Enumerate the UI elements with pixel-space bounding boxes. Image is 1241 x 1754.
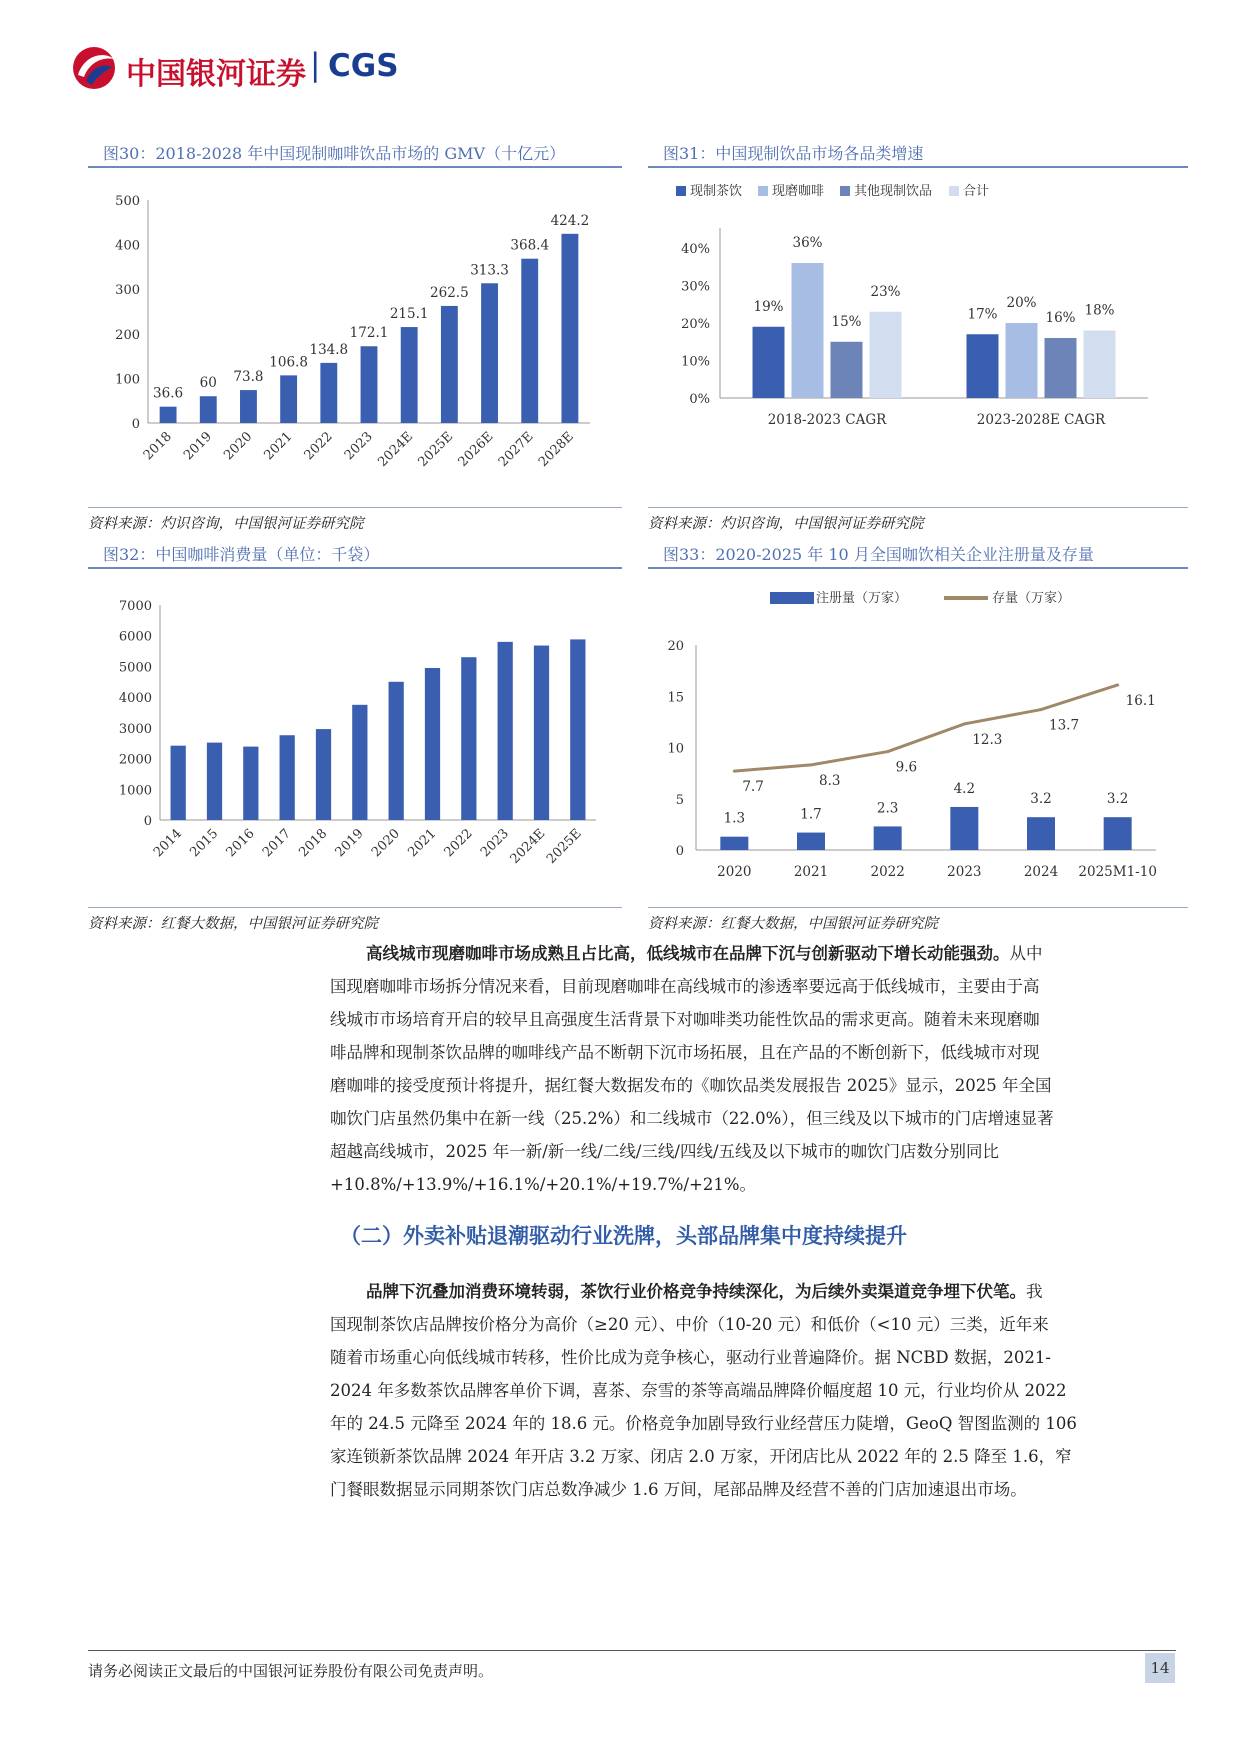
- fig31-bar: [753, 327, 785, 398]
- fig31-data-label: 36%: [792, 235, 823, 251]
- fig33-bar-label: 2.3: [876, 800, 899, 817]
- fig33-line-point: [1040, 708, 1043, 711]
- fig33-bar-label: 3.2: [1106, 791, 1129, 808]
- fig32-bar: [425, 668, 440, 820]
- para1-bold-lead: 高线城市现磨咖啡市场成熟且占比高，低线城市在品牌下沉与创新驱动下增长动能强劲。: [366, 944, 1010, 963]
- logo-separator: |: [310, 47, 321, 83]
- fig31-legend-swatch: [758, 186, 768, 196]
- footer-disclaimer: 请务必阅读正文最后的中国银河证券股份有限公司免责声明。: [88, 1662, 494, 1680]
- fig32-x-tick: 2014: [150, 826, 185, 861]
- fig33-line-label: 13.7: [1049, 717, 1080, 734]
- fig33-bar: [1027, 817, 1055, 850]
- fig30-bar: [320, 363, 337, 423]
- fig32-bar: [389, 682, 404, 820]
- para2-line: 2024 年多数茶饮品牌客单价下调，喜茶、奈雪的茶等高端品牌降价幅度超 10 元，行业均价从 2022: [330, 1381, 1067, 1400]
- fig32-bar: [570, 639, 585, 820]
- fig31-legend-label: 其他现制饮品: [854, 184, 933, 199]
- section-heading-2: （二）外卖补贴退潮驱动行业洗牌，头部品牌集中度持续提升: [340, 1223, 907, 1248]
- fig33-bar: [874, 826, 902, 850]
- para2-bold-lead: 品牌下沉叠加消费环境转弱，茶饮行业价格竞争持续深化，为后续外卖渠道竞争埋下伏笔。: [366, 1282, 1026, 1301]
- fig33-bar: [1104, 817, 1132, 850]
- fig33-line-point: [810, 763, 813, 766]
- fig31-data-label: 15%: [831, 313, 862, 330]
- fig33-x-tick: 2021: [793, 864, 829, 880]
- fig30-y-tick: 200: [115, 327, 140, 343]
- fig31-chart: [648, 170, 1188, 500]
- fig31-y-tick: 20%: [681, 317, 710, 332]
- fig33-bar: [950, 807, 978, 850]
- fig31-data-label: 19%: [753, 298, 784, 315]
- fig32-bar: [207, 743, 222, 820]
- fig32-y-tick: 4000: [118, 691, 152, 707]
- fig32-bar: [280, 735, 295, 820]
- fig30-bar: [521, 259, 538, 423]
- fig31-title: 图31：中国现制饮品市场各品类增速: [663, 144, 924, 163]
- fig33-bar-label: 3.2: [1030, 791, 1052, 808]
- fig33-bar-label: 1.7: [800, 806, 822, 823]
- fig32-y-tick: 0: [143, 814, 152, 829]
- logo-en-text: CGS: [328, 48, 399, 84]
- fig31-data-label: 16%: [1045, 310, 1076, 326]
- fig31-y-tick: 0%: [689, 392, 710, 407]
- fig33-source: 资料来源：红餐大数据，中国银河证券研究院: [648, 916, 938, 932]
- fig32-x-tick: 2021: [405, 826, 440, 861]
- fig30-x-tick: 2025E: [415, 429, 457, 470]
- paragraph-lower-tier-coffee: [330, 937, 1172, 1201]
- fig31-bar: [1006, 323, 1038, 398]
- fig30-data-label: 172.1: [349, 325, 389, 342]
- fig32-x-tick: 2024E: [507, 826, 549, 867]
- fig33-y-tick: 5: [675, 792, 684, 808]
- fig30-y-tick: 0: [131, 417, 140, 432]
- para1-line: 啡品牌和现制茶饮品牌的咖啡线产品不断朝下沉市场拓展，且在产品的不断创新下，低线城市对现: [330, 1043, 1040, 1062]
- fig33-source-rule: [648, 907, 1188, 908]
- fig33-x-tick: 2023: [947, 864, 982, 880]
- fig30-data-label: 313.3: [470, 262, 509, 279]
- fig30-x-tick: 2024E: [375, 429, 417, 470]
- fig30-bar: [441, 306, 458, 423]
- fig32-source-rule: [88, 907, 622, 908]
- fig30-y-tick: 500: [115, 194, 140, 209]
- paragraph-price-competition: [330, 1275, 1172, 1506]
- fig32-y-tick: 1000: [118, 783, 152, 799]
- fig33-line-point: [963, 722, 966, 725]
- fig30-x-tick: 2021: [261, 429, 296, 464]
- para1-line: 咖饮门店虽然仍集中在新一线（25.2%）和二线城市（22.0%），但三线及以下城市的门店增速显著: [330, 1109, 1054, 1128]
- fig31-legend-swatch: [676, 186, 686, 196]
- fig30-bar: [280, 375, 297, 423]
- fig33-legend-label: 注册量（万家）: [816, 591, 908, 606]
- fig31-data-label: 20%: [1006, 295, 1037, 311]
- fig33-y-tick: 20: [667, 639, 684, 654]
- fig31-legend-label: 合计: [963, 184, 990, 199]
- fig30-data-label: 134.8: [309, 341, 349, 358]
- fig32-bar: [352, 705, 367, 820]
- fig32-x-tick: 2020: [368, 826, 403, 861]
- fig30-chart: [88, 170, 622, 500]
- fig31-y-tick: 10%: [681, 354, 710, 370]
- fig31-bar: [831, 342, 863, 398]
- fig31-x-tick: 2023-2028E CAGR: [976, 412, 1106, 428]
- fig31-data-label: 23%: [870, 283, 901, 300]
- fig33-title-rule: [648, 567, 1188, 569]
- footer-rule: [88, 1650, 1176, 1651]
- fig30-bar: [561, 234, 578, 423]
- logo-cn-text: 中国银河证券: [126, 57, 306, 92]
- fig30-x-tick: 2027E: [495, 429, 537, 470]
- fig30-y-tick: 100: [115, 372, 140, 388]
- para1-line: 线城市市场培育开启的较早且高强度生活背景下对咖啡类功能性饮品的需求更高。随着未来现磨咖: [330, 1010, 1040, 1029]
- fig31-data-label: 17%: [967, 306, 998, 323]
- fig30-x-tick: 2028E: [536, 429, 577, 470]
- fig30-data-label: 368.4: [510, 237, 550, 254]
- fig33-line-label: 9.6: [895, 759, 918, 776]
- para1-line: 磨咖啡的接受度预计将提升，据红餐大数据发布的《咖饮品类发展报告 2025》显示，2025 年全国: [330, 1076, 1052, 1095]
- fig30-data-label: 36.6: [153, 385, 184, 402]
- fig33-bar-label: 4.2: [953, 780, 976, 797]
- fig32-x-tick: 2023: [477, 826, 512, 861]
- fig32-title: 图32：中国咖啡消费量（单位：千袋）: [103, 545, 380, 564]
- fig30-bar: [481, 283, 498, 423]
- fig31-legend-swatch: [840, 186, 850, 196]
- fig30-title-rule: [88, 166, 622, 168]
- fig32-x-tick: 2022: [441, 826, 476, 861]
- fig33-x-tick: 2024: [1023, 864, 1059, 880]
- fig30-data-label: 106.8: [269, 354, 308, 371]
- fig32-x-tick: 2019: [332, 826, 367, 861]
- fig30-x-tick: 2022: [301, 429, 336, 464]
- fig32-y-tick: 6000: [118, 629, 152, 645]
- fig33-line-label: 7.7: [742, 779, 764, 796]
- fig32-source: 资料来源：红餐大数据，中国银河证券研究院: [88, 916, 378, 932]
- fig32-y-tick: 5000: [118, 660, 152, 676]
- fig33-line-label: 12.3: [972, 731, 1003, 748]
- fig32-y-tick: 3000: [118, 721, 152, 737]
- para1-line: 国现磨咖啡市场拆分情况来看，目前现磨咖啡在高线城市的渗透率要远高于低线城市，主要由于高: [330, 977, 1040, 996]
- fig30-data-label: 73.8: [233, 369, 264, 386]
- fig30-source-rule: [88, 507, 622, 508]
- fig32-bar: [534, 646, 549, 820]
- fig32-bar: [498, 642, 513, 820]
- fig31-y-tick: 30%: [681, 279, 710, 295]
- fig30-bar: [401, 327, 418, 423]
- para2-line: 随着市场重心向低线城市转移，性价比成为竞争核心，驱动行业普遍降价。据 NCBD 数据，2021-: [330, 1348, 1051, 1367]
- fig32-bar: [316, 729, 331, 820]
- fig30-x-tick: 2020: [221, 429, 256, 464]
- fig33-legend-label: 存量（万家）: [992, 591, 1071, 606]
- fig30-data-label: 262.5: [430, 284, 469, 301]
- fig32-x-tick: 2018: [296, 826, 331, 861]
- fig33-line-point: [733, 770, 736, 773]
- fig32-x-tick: 2025E: [543, 826, 585, 867]
- cgs-logo-icon: [70, 45, 118, 91]
- fig32-bar: [461, 657, 476, 820]
- fig33-y-tick: 15: [667, 690, 684, 706]
- fig31-bar: [870, 312, 902, 398]
- fig31-title-rule: [648, 166, 1188, 168]
- fig31-legend-label: 现制茶饮: [690, 184, 743, 199]
- fig30-source: 资料来源：灼识咨询，中国银河证券研究院: [88, 516, 364, 532]
- fig32-bar: [243, 747, 258, 820]
- fig32-x-tick: 2017: [259, 826, 294, 861]
- fig33-bar: [720, 837, 748, 850]
- fig33-x-tick: 2025M1-10: [1078, 864, 1157, 880]
- fig30-y-tick: 300: [115, 283, 140, 299]
- fig33-y-tick: 0: [675, 844, 684, 859]
- fig33-x-tick: 2022: [870, 864, 905, 880]
- fig32-x-tick: 2015: [187, 826, 222, 861]
- fig32-title-rule: [88, 567, 622, 569]
- fig30-data-label: 60: [199, 375, 217, 392]
- fig31-legend-swatch: [949, 186, 959, 196]
- fig31-source: 资料来源：灼识咨询，中国银河证券研究院: [648, 516, 924, 532]
- para2-line: 家连锁新茶饮品牌 2024 年开店 3.2 万家、闭店 2.0 万家，开闭店比从 2022 年的 2.5 降至 1.6，窄: [330, 1447, 1072, 1466]
- fig30-data-label: 424.2: [550, 212, 590, 229]
- fig33-x-tick: 2020: [717, 864, 752, 880]
- fig32-y-tick: 2000: [118, 752, 152, 768]
- fig30-data-label: 215.1: [389, 306, 429, 323]
- fig31-bar: [967, 334, 999, 398]
- fig33-bar: [797, 833, 825, 850]
- fig33-line-point: [886, 750, 889, 753]
- fig31-bar: [1045, 338, 1077, 398]
- fig31-data-label: 18%: [1084, 302, 1115, 319]
- fig30-x-tick: 2019: [181, 429, 216, 464]
- para1-line: 超越高线城市，2025 年一新/新一线/二线/三线/四线/五线及以下城市的咖饮门店数分别同比: [330, 1142, 1000, 1161]
- fig31-bar: [1084, 331, 1116, 399]
- fig30-bar: [200, 396, 217, 423]
- para2-line: 门餐眼数据显示同期茶饮门店总数净减少 1.6 万间，尾部品牌及经营不善的门店加速退出市场。: [330, 1480, 1027, 1499]
- para2-line: 年的 24.5 元降至 2024 年的 18.6 元。价格竞争加剧导致行业经营压力陡增，GeoQ 智图监测的 106: [330, 1414, 1077, 1433]
- fig33-chart: [648, 571, 1188, 901]
- fig30-bar: [240, 390, 257, 423]
- para2-line-1: 品牌下沉叠加消费环境转弱，茶饮行业价格竞争持续深化，为后续外卖渠道竞争埋下伏笔。我: [366, 1282, 1043, 1301]
- fig32-y-tick: 7000: [118, 599, 152, 614]
- header-logo: [70, 45, 410, 91]
- fig31-x-tick: 2018-2023 CAGR: [767, 412, 887, 428]
- fig33-y-tick: 10: [667, 741, 684, 757]
- fig30-x-tick: 2018: [140, 429, 175, 464]
- fig30-y-tick: 400: [115, 238, 140, 254]
- fig32-x-tick: 2016: [223, 826, 258, 861]
- fig31-legend-label: 现磨咖啡: [772, 184, 825, 199]
- fig30-title: 图30：2018-2028 年中国现制咖啡饮品市场的 GMV（十亿元）: [103, 144, 566, 163]
- fig33-bar-label: 1.3: [723, 810, 746, 827]
- fig31-bar: [792, 263, 824, 398]
- fig30-bar: [361, 346, 378, 423]
- fig33-line-label: 16.1: [1125, 692, 1156, 709]
- fig33-legend-bar-swatch: [770, 592, 814, 604]
- fig33-title: 图33：2020-2025 年 10 月全国咖饮相关企业注册量及存量: [663, 545, 1094, 564]
- fig33-line-label: 8.3: [819, 772, 841, 789]
- fig30-x-tick: 2026E: [455, 429, 497, 470]
- fig32-chart: [88, 571, 622, 901]
- fig30-bar: [160, 407, 177, 423]
- para1-line: +10.8%/+13.9%/+16.1%/+20.1%/+19.7%/+21%。: [330, 1175, 757, 1194]
- para2-line: 国现制茶饮店品牌按价格分为高价（≥20 元）、中价（10-20 元）和低价（<10 元）三类，近年来: [330, 1315, 1049, 1334]
- fig30-x-tick: 2023: [341, 429, 376, 464]
- fig31-y-tick: 40%: [681, 242, 710, 257]
- fig31-source-rule: [648, 507, 1188, 508]
- para1-line-1: 高线城市现磨咖啡市场成熟且占比高，低线城市在品牌下沉与创新驱动下增长动能强劲。从中: [366, 944, 1043, 963]
- page-number: 14: [1145, 1653, 1175, 1683]
- fig33-line-point: [1116, 683, 1119, 686]
- fig32-bar: [171, 746, 186, 820]
